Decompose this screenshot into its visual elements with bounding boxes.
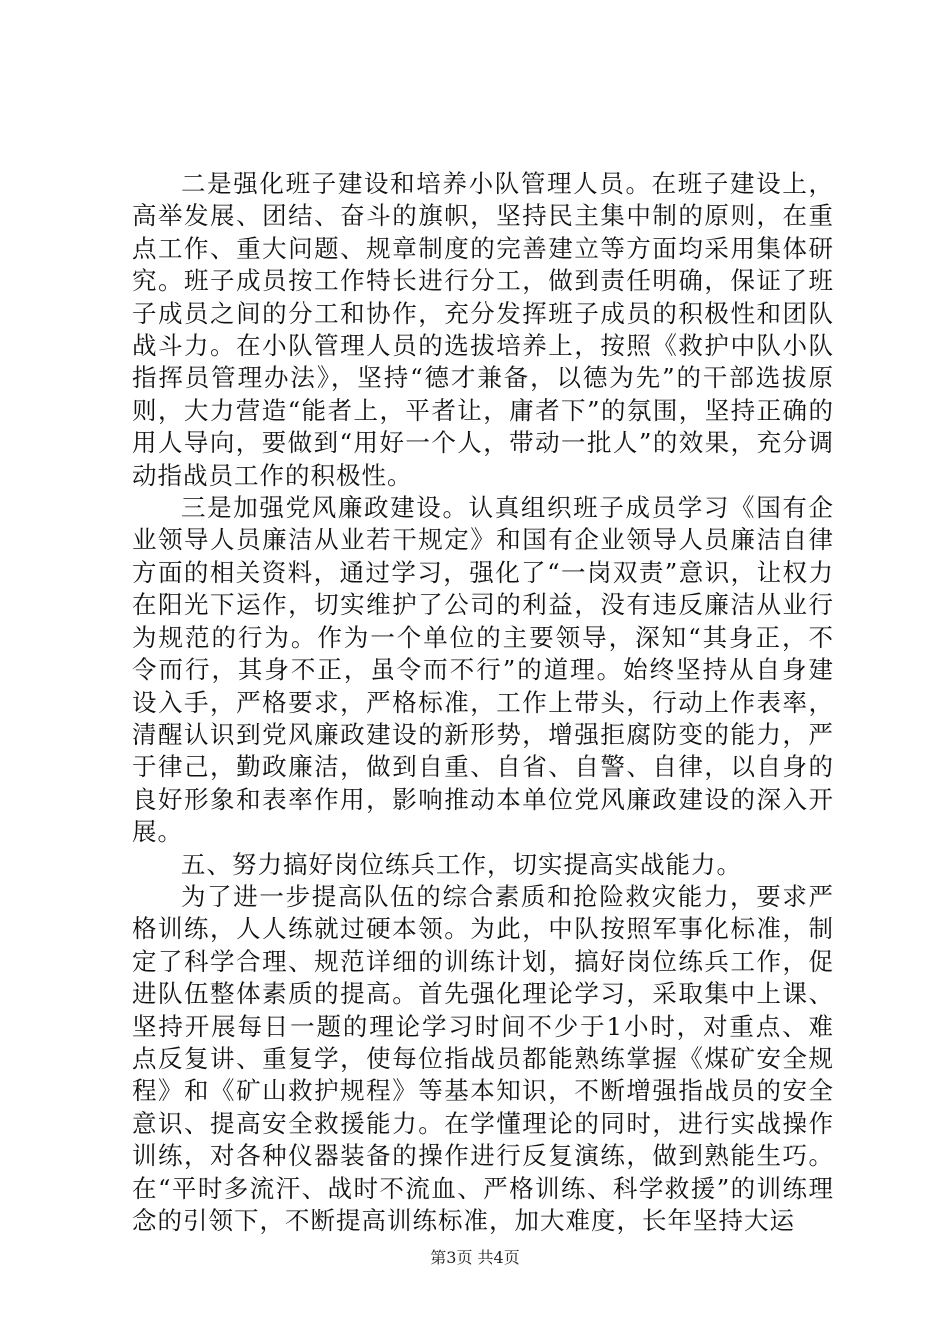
paragraph-training: 为了进一步提高队伍的综合素质和抢险救灾能力，要求严格训练，人人练就过硬本领。为此，中队按照军事化标准，制定了科学合理、规范详细的训练计划，搞好岗位练兵工作，促进队伍整体素质的提高。首先强化理论学习，采取集中上课、坚持开展每日一题的理论学习时间不少于1小时，对重点、难点反复讲、重复学，使每位指战员都能熟练掌握《煤矿安全规程》和《矿山救护规程》等基本知识，不断增强指战员的安全意识、提高安全救援能力。在学懂理论的同时，进行实战操作训练，对各种仪器装备的操作进行反复演练，做到熟能生巧。在“平时多流汗、战时不流血、严格训练、科学救援”的训练理念的引领下，不断提高训练标准，加大难度，长年坚持大运 [132, 881, 834, 1235]
document-body [132, 168, 834, 1237]
paragraph-team-building: 二是强化班子建设和培养小队管理人员。在班子建设上，高举发展、团结、奋斗的旗帜，坚持民主集中制的原则，在重点工作、重大问题、规章制度的完善建立等方面均采用集体研究。班子成员按工作特长进行分工，做到责任明确，保证了班子成员之间的分工和协作，充分发挥班子成员的积极性和团队战斗力。在小队管理人员的选拔培养上，按照《救护中队小队指挥员管理办法》，坚持“德才兼备，以德为先”的干部选拔原则，大力营造“能者上，平者让，庸者下”的氛围，坚持正确的用人导向，要做到“用好一个人，带动一批人”的效果，充分调动指战员工作的积极性。 [132, 169, 834, 490]
section-heading-training: 五、努力搞好岗位练兵工作，切实提高实战能力。 [181, 849, 742, 879]
paragraph-integrity-building: 三是加强党风廉政建设。认真组织班子成员学习《国有企业领导人员廉洁从业若干规定》和国有企业领导人员廉洁自律方面的相关资料，通过学习，强化了“一岗双责”意识，让权力在阳光下运作，切实维护了公司的利益，没有违反廉洁从业行为规范的行为。作为一个单位的主要领导，深知“其身正，不令而行，其身不正，虽令而不行”的道理。始终坚持从自身建设入手，严格要求，严格标准，工作上带头，行动上作表率，清醒认识到党风廉政建设的新形势，增强拒腐防变的能力，严于律己，勤政廉洁，做到自重、自省、自警、自律，以自身的良好形象和表率作用，影响推动本单位党风廉政建设的深入开展。 [132, 493, 834, 847]
page-footer: 第3页 共4页 [430, 1248, 520, 1267]
